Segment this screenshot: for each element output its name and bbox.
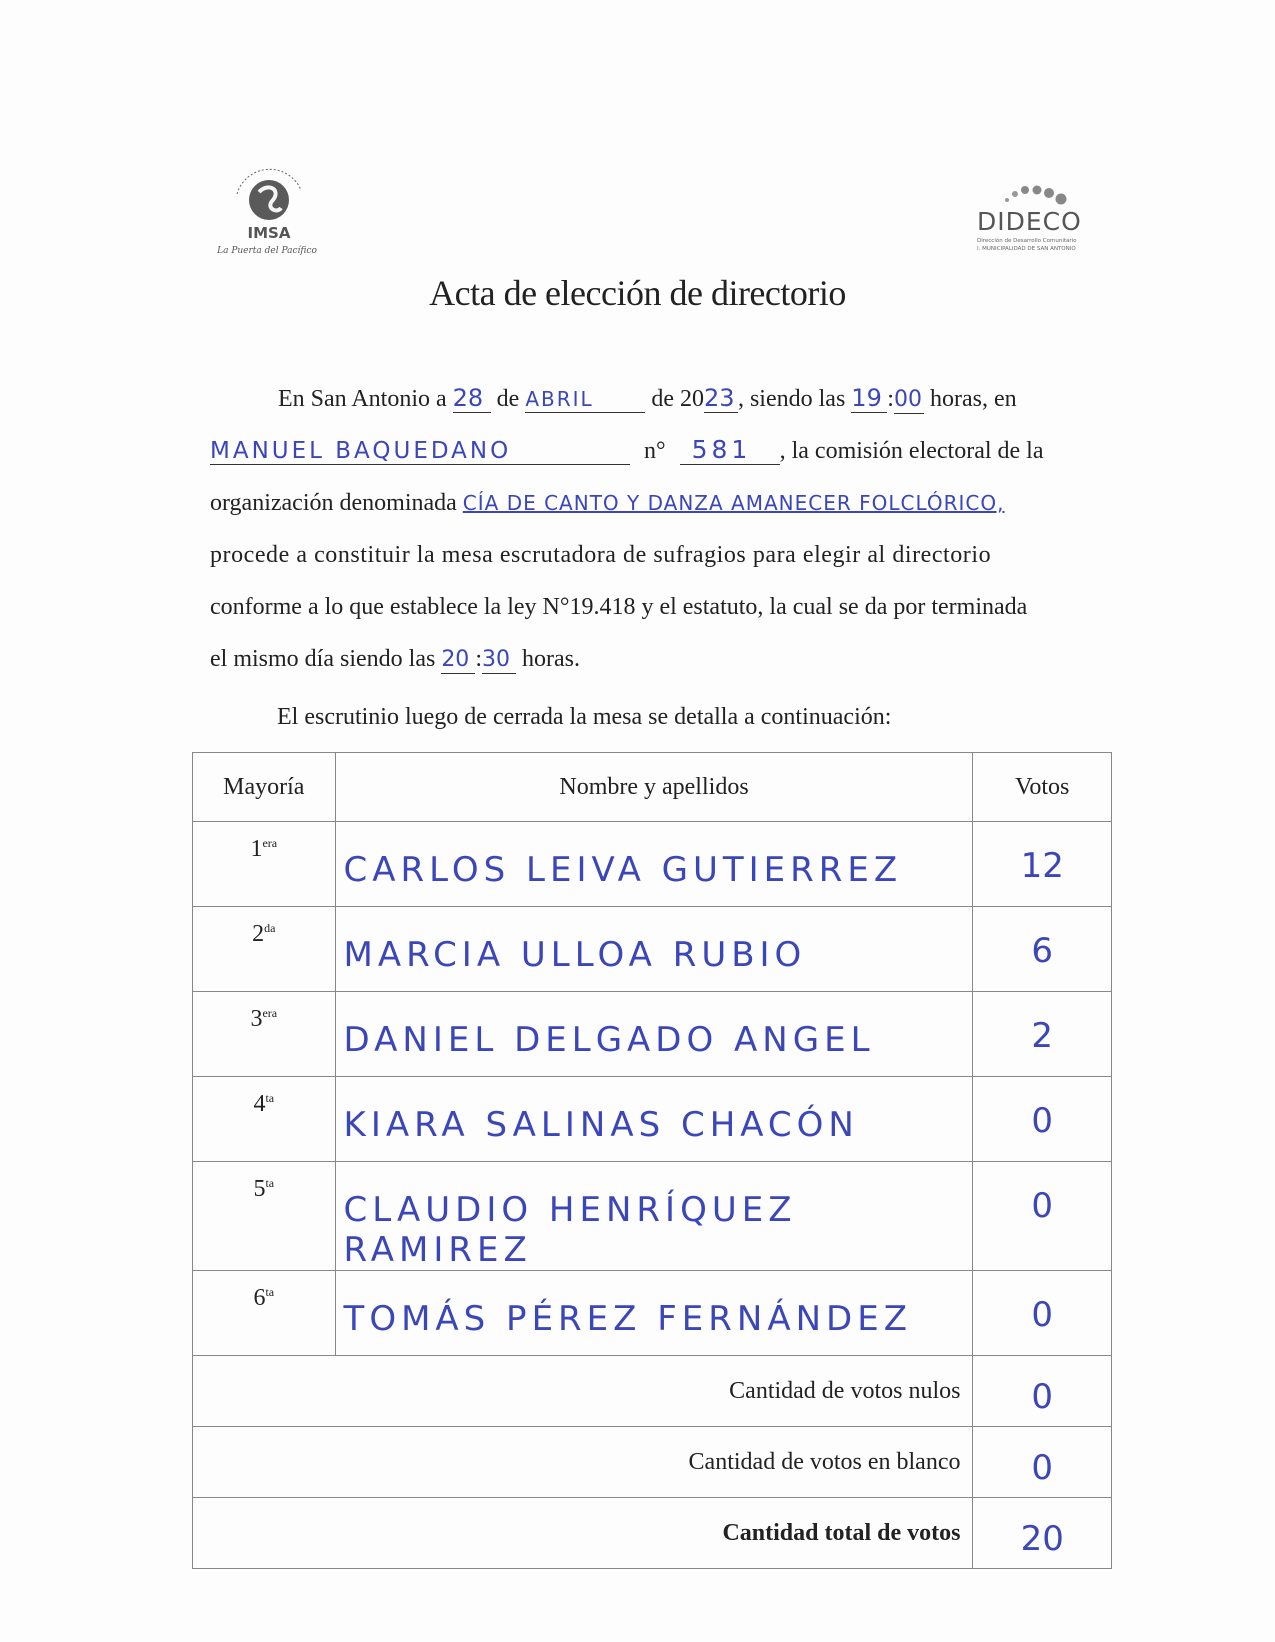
votes-cell: 0: [973, 1271, 1112, 1356]
null-votes-row: [193, 1356, 1112, 1427]
name-cell: CLAUDIO HENRÍQUEZ RAMIREZ: [335, 1162, 973, 1271]
rank-cell: $3^{era}$: [193, 992, 336, 1077]
header-name: Nombre y apellidos: [335, 753, 973, 822]
paragraph-line-5: conforme a lo que establece la ley N°19.418 y el estatuto, la cual se da por terminada: [210, 594, 1028, 620]
imsa-emblem-icon: [215, 160, 325, 260]
dideco-line1: Dirección de Desarrollo Comunitario: [977, 238, 1077, 244]
street-number-field: 581: [691, 435, 752, 464]
table-row: [193, 1271, 1112, 1356]
blank-votes-row: [193, 1427, 1112, 1498]
name-cell: MARCIA ULLOA RUBIO: [335, 907, 973, 992]
month-field: ABRIL: [525, 387, 594, 411]
rank-cell: $1^{era}$: [193, 822, 336, 907]
name-cell: TOMÁS PÉREZ FERNÁNDEZ: [335, 1271, 973, 1356]
null-votes-label: Cantidad de votos nulos: [193, 1356, 973, 1427]
blank-votes-label: Cantidad de votos en blanco: [193, 1427, 973, 1498]
paragraph-line-6: el mismo día siendo las 20 :30 horas.: [210, 646, 580, 672]
end-min-field: 30: [481, 647, 510, 672]
start-hour-field: 19: [851, 384, 882, 412]
start-min-field: 00: [893, 387, 922, 412]
year-field: 23: [703, 384, 735, 412]
votes-cell: 6: [973, 907, 1112, 992]
paragraph-line-3: organización denominada CÍA DE CANTO Y DANZA AMANECER FOLCLÓRICO,: [210, 490, 1005, 516]
organization-field: CÍA DE CANTO Y DANZA AMANECER FOLCLÓRICO,: [462, 491, 1005, 515]
paragraph-line-4: procede a constituir la mesa escrutadora de sufragios para elegir al directorio: [210, 542, 992, 568]
street-field: MANUEL BAQUEDANO: [210, 438, 512, 464]
imsa-logo: [215, 160, 325, 260]
table-row: [193, 992, 1112, 1077]
day-field: 28: [452, 384, 484, 412]
total-votes-row: [193, 1498, 1112, 1569]
imsa-name: IMSA: [247, 224, 291, 242]
votes-cell: 2: [973, 992, 1112, 1077]
paragraph-line-2: MANUEL BAQUEDANO n° 581 , la comisión electoral de la: [210, 435, 1044, 464]
dideco-name: DIDECO: [977, 207, 1082, 236]
null-votes-cell: 0: [973, 1356, 1112, 1427]
dideco-line2: I. MUNICIPALIDAD DE SAN ANTONIO: [977, 246, 1076, 252]
table-row: [193, 1077, 1112, 1162]
table-row: [193, 907, 1112, 992]
table-row: [193, 1162, 1112, 1271]
paragraph-line-1: En San Antonio a 28 de ABRIL de 2023 , siendo las 19 :00 horas, en: [278, 384, 1017, 412]
rank-cell: $5^{ta}$: [193, 1162, 336, 1271]
end-hour-field: 20: [441, 647, 470, 672]
blank-votes-cell: 0: [973, 1427, 1112, 1498]
dideco-logo: [975, 182, 1095, 260]
total-votes-cell: 20: [973, 1498, 1112, 1569]
votes-cell: 0: [973, 1162, 1112, 1271]
results-table: [192, 752, 1112, 1569]
document-title: Acta de elección de directorio: [429, 273, 846, 313]
total-votes-label: Cantidad total de votos: [193, 1498, 973, 1569]
votes-cell: 12: [973, 822, 1112, 907]
imsa-slogan: La Puerta del Pacífico: [217, 246, 317, 256]
name-cell: DANIEL DELGADO ANGEL: [335, 992, 973, 1077]
table-header-row: [193, 753, 1112, 822]
table-row: [193, 822, 1112, 907]
votes-cell: 0: [973, 1077, 1112, 1162]
dideco-dots-icon: [975, 182, 1095, 260]
header-rank: Mayoría: [193, 753, 336, 822]
paragraph-line-7: El escrutinio luego de cerrada la mesa se detalla a continuación:: [277, 704, 892, 730]
name-cell: CARLOS LEIVA GUTIERREZ: [335, 822, 973, 907]
rank-cell: $4^{ta}$: [193, 1077, 336, 1162]
name-cell: KIARA SALINAS CHACÓN: [335, 1077, 973, 1162]
rank-cell: $6^{ta}$: [193, 1271, 336, 1356]
header-votes: Votos: [973, 753, 1112, 822]
rank-cell: $2^{da}$: [193, 907, 336, 992]
